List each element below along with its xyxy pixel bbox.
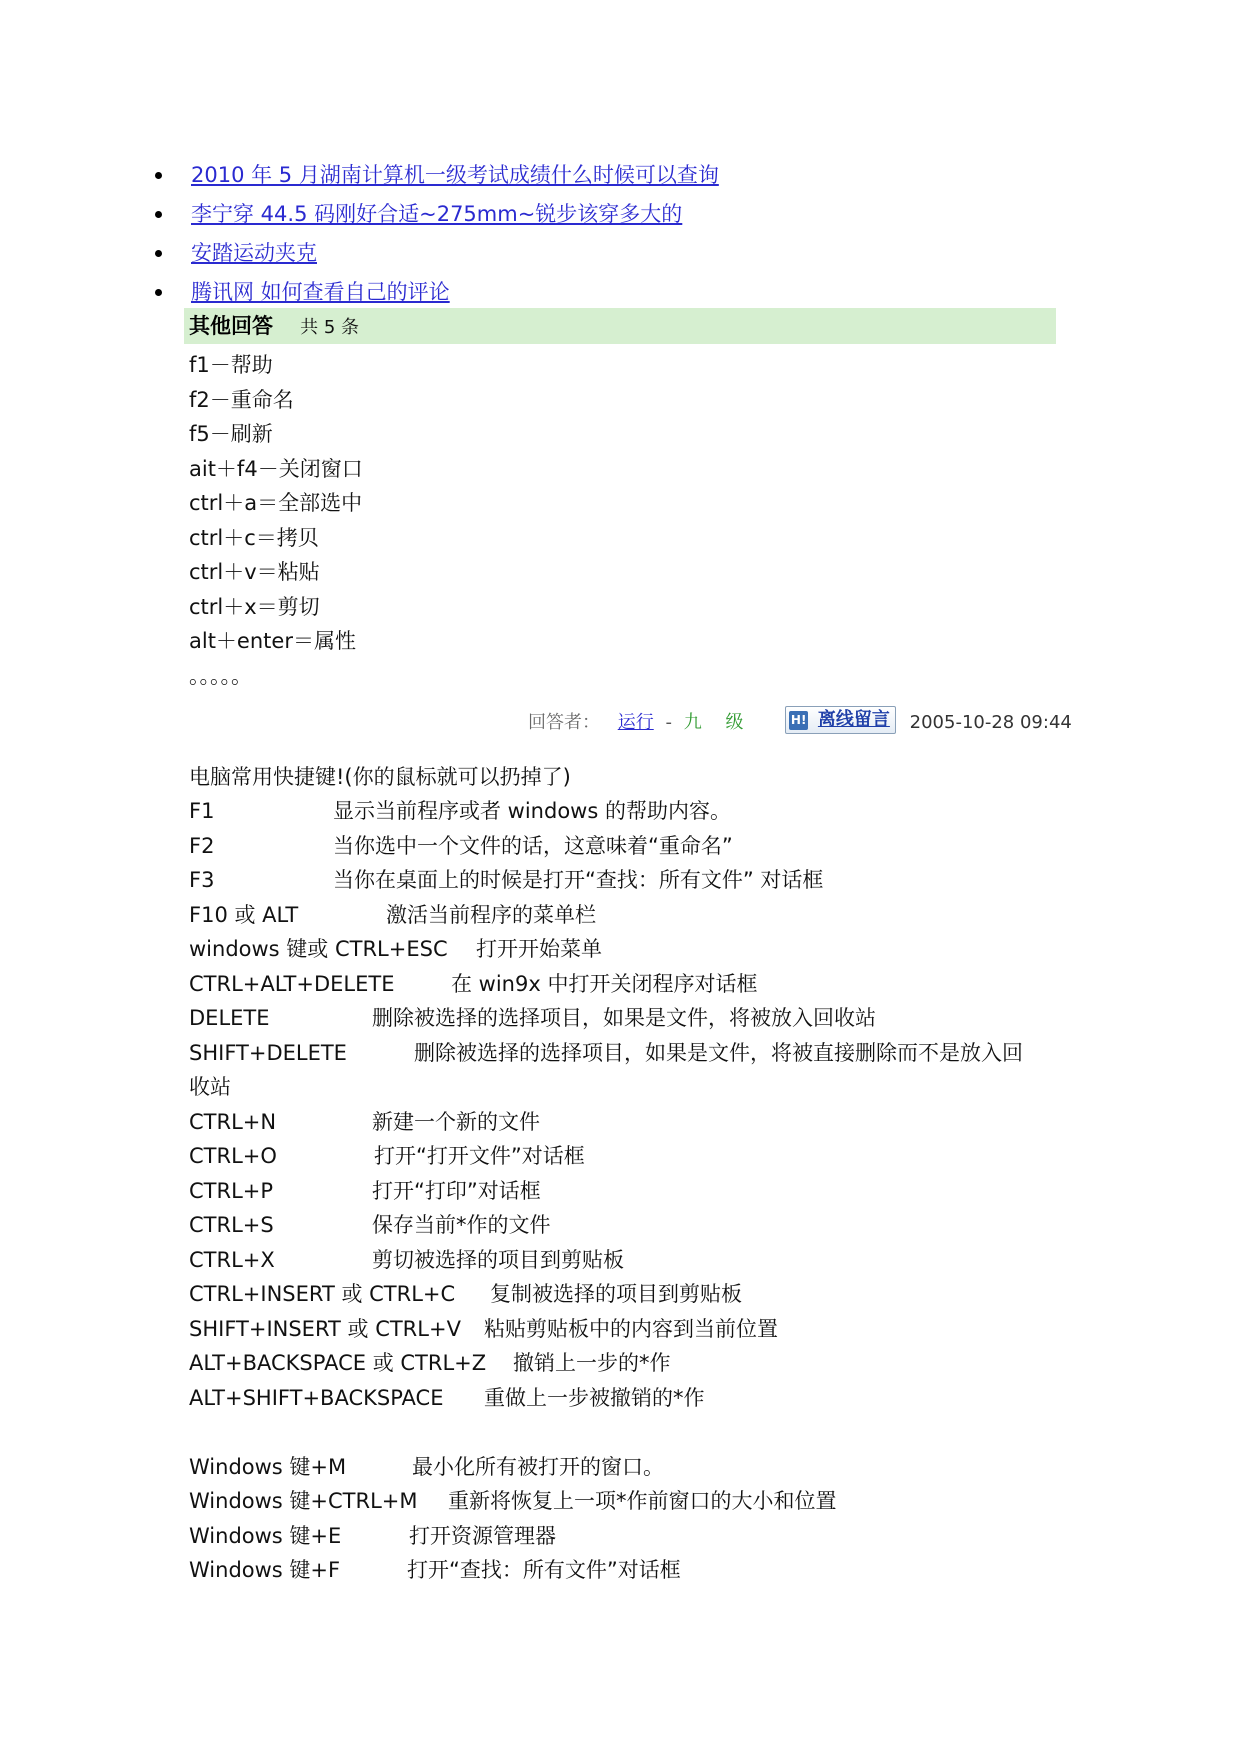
shortcut-key: CTRL+X bbox=[189, 1247, 275, 1272]
answer-line: f5－刷新 bbox=[189, 422, 273, 446]
answer-line: f2－重命名 bbox=[189, 387, 294, 412]
shortcut-desc: 在 win9x 中打开关闭程序对话框 bbox=[451, 971, 758, 996]
shortcut-desc: 打开资源管理器 bbox=[409, 1523, 556, 1548]
related-questions-list bbox=[150, 158, 719, 314]
shortcut-desc: 打开“查找：所有文件”对话框 bbox=[407, 1558, 681, 1582]
bullet-icon bbox=[155, 172, 162, 179]
bullet-icon bbox=[155, 289, 162, 296]
shortcut-desc: 收站 bbox=[189, 1075, 231, 1099]
shortcut-desc: 打开开始菜单 bbox=[476, 937, 602, 961]
shortcut-key: CTRL+ALT+DELETE bbox=[189, 971, 395, 996]
answerer-link[interactable]: 运行 bbox=[617, 712, 654, 733]
shortcut-desc: 剪切被选择的项目到剪贴板 bbox=[372, 1247, 624, 1272]
shortcut-key: Windows 键+E bbox=[189, 1523, 342, 1548]
shortcut-key: Windows 键+CTRL+M bbox=[189, 1489, 418, 1513]
shortcut-key: SHIFT+INSERT 或 CTRL+V bbox=[189, 1316, 461, 1341]
shortcut-key: F3 bbox=[189, 868, 215, 892]
shortcut-desc: 显示当前程序或者 windows 的帮助内容。 bbox=[333, 799, 731, 823]
answer-1-body bbox=[189, 348, 363, 693]
shortcut-desc: 最小化所有被打开的窗口。 bbox=[412, 1454, 664, 1479]
answer-meta bbox=[528, 705, 1072, 741]
related-question-link[interactable]: 腾讯网 如何查看自己的评论 bbox=[191, 280, 450, 304]
shortcut-desc: 当你选中一个文件的话，这意味着“重命名” bbox=[333, 833, 733, 858]
shortcut-key: CTRL+N bbox=[189, 1109, 277, 1134]
answer-line: ctrl＋v＝粘贴 bbox=[189, 560, 320, 584]
shortcut-key: SHIFT+DELETE bbox=[189, 1040, 347, 1065]
answer-line: f1－帮助 bbox=[189, 353, 273, 377]
other-answers-header bbox=[184, 308, 1056, 344]
shortcut-key: Windows 键+F bbox=[189, 1558, 341, 1582]
shortcut-key: F2 bbox=[189, 833, 215, 858]
shortcut-desc: 重做上一步被撤销的*作 bbox=[484, 1385, 705, 1410]
answerer-level: 九 bbox=[683, 712, 702, 733]
shortcut-key: CTRL+INSERT 或 CTRL+C bbox=[189, 1282, 456, 1306]
answer-intro-line: 电脑常用快捷键!(你的鼠标就可以扔掉了) bbox=[189, 765, 571, 789]
offline-message-button[interactable] bbox=[785, 706, 896, 734]
shortcut-desc: 撤销上一步的*作 bbox=[513, 1351, 671, 1375]
answerer-level-unit: 级 bbox=[725, 712, 744, 733]
shortcut-desc: 删除被选择的选择项目，如果是文件，将被直接删除而不是放入回 bbox=[414, 1040, 1023, 1065]
shortcut-key: CTRL+P bbox=[189, 1178, 274, 1203]
answer-line: ait＋f4－关闭窗口 bbox=[189, 456, 363, 481]
related-question-link[interactable]: 2010 年 5 月湖南计算机一级考试成绩什么时候可以查询 bbox=[191, 163, 719, 187]
answer-line: ctrl＋a＝全部选中 bbox=[189, 491, 363, 515]
shortcut-desc: 新建一个新的文件 bbox=[372, 1109, 540, 1134]
related-question-link[interactable]: 安踏运动夹克 bbox=[191, 241, 317, 265]
answer-date: 2005-10-28 09:44 bbox=[909, 712, 1072, 733]
answer-line: alt＋enter＝属性 bbox=[189, 629, 356, 653]
shortcut-key: CTRL+O bbox=[189, 1144, 277, 1168]
shortcut-desc: 打开“打开文件”对话框 bbox=[374, 1144, 585, 1168]
meta-separator: - bbox=[665, 712, 672, 733]
shortcut-key: DELETE bbox=[189, 1006, 270, 1030]
shortcut-desc: 保存当前*作的文件 bbox=[372, 1213, 551, 1237]
answerer-label: 回答者： bbox=[528, 712, 600, 733]
shortcut-key: F1 bbox=[189, 799, 215, 823]
related-question-link[interactable]: 李宁穿 44.5 码刚好合适~275mm~锐步该穿多大的 bbox=[191, 202, 683, 226]
shortcut-desc: 重新将恢复上一项*作前窗口的大小和位置 bbox=[448, 1489, 837, 1513]
related-question-item bbox=[150, 158, 719, 197]
shortcut-desc: 打开“打印”对话框 bbox=[372, 1178, 541, 1203]
shortcut-key: F10 或 ALT bbox=[189, 902, 299, 927]
shortcut-desc: 当你在桌面上的时候是打开“查找：所有文件” 对话框 bbox=[333, 868, 824, 892]
related-question-item bbox=[150, 197, 719, 236]
shortcut-key: ALT+BACKSPACE 或 CTRL+Z bbox=[189, 1351, 487, 1375]
shortcut-key: CTRL+S bbox=[189, 1213, 274, 1237]
message-icon: H! bbox=[789, 711, 808, 730]
answer-line: 。。。。。 bbox=[189, 663, 252, 688]
shortcut-desc: 复制被选择的项目到剪贴板 bbox=[490, 1282, 742, 1306]
bullet-icon bbox=[155, 250, 162, 257]
shortcut-desc: 粘贴剪贴板中的内容到当前位置 bbox=[484, 1316, 778, 1341]
shortcut-desc: 激活当前程序的菜单栏 bbox=[386, 902, 596, 927]
related-question-item bbox=[150, 236, 719, 275]
shortcut-key: ALT+SHIFT+BACKSPACE bbox=[189, 1385, 444, 1410]
answer-line: ctrl＋c＝拷贝 bbox=[189, 525, 319, 550]
other-answers-title: 其他回答 bbox=[189, 314, 273, 338]
answer-2-intro bbox=[189, 760, 571, 795]
shortcut-desc: 删除被选择的选择项目，如果是文件，将被放入回收站 bbox=[372, 1006, 876, 1030]
answer-line: ctrl＋x＝剪切 bbox=[189, 594, 320, 619]
bullet-icon bbox=[155, 211, 162, 218]
shortcut-key: windows 键或 CTRL+ESC bbox=[189, 937, 448, 961]
offline-message-label: 离线留言 bbox=[817, 709, 890, 730]
other-answers-count: 共 5 条 bbox=[300, 317, 359, 338]
shortcut-key: Windows 键+M bbox=[189, 1454, 347, 1479]
